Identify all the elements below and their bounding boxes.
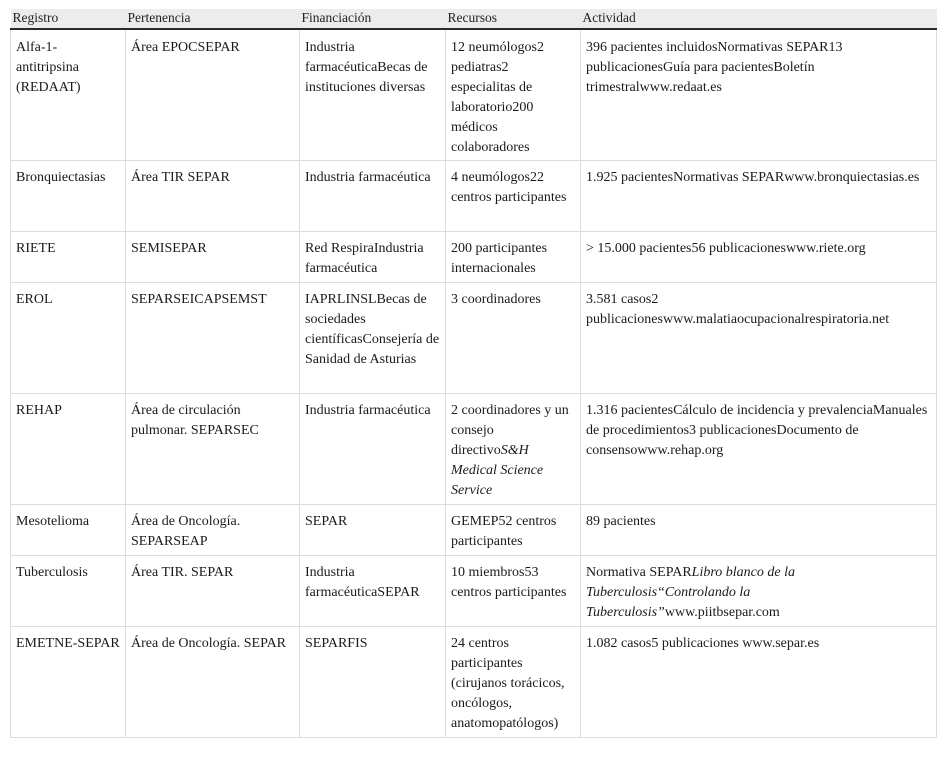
cell-pertenencia: Área EPOCSEPAR <box>126 29 300 161</box>
header-row <box>11 9 937 29</box>
actividad-italic-text: Libro blanco de la Tuberculosis“Controlando la Tuberculosis” <box>586 565 795 620</box>
table-row <box>11 394 937 505</box>
table-row <box>11 161 937 232</box>
cell-recursos: 10 miembros53 centros participantes <box>446 556 581 627</box>
cell-pertenencia: Área TIR. SEPAR <box>126 556 300 627</box>
actividad-text: Normativa SEPAR <box>586 565 692 580</box>
header-registro: Registro <box>11 9 126 29</box>
cell-actividad: 1.316 pacientesCálculo de incidencia y prevalenciaManuales de procedimientos3 publicacionesDocumento de consensowww.rehap.org <box>581 394 937 505</box>
cell-recursos <box>446 394 581 505</box>
cell-pertenencia: SEMISEPAR <box>126 232 300 283</box>
cell-financiacion: Red RespiraIndustria farmacéutica <box>300 232 446 283</box>
header-recursos: Recursos <box>446 9 581 29</box>
cell-registro: Tuberculosis <box>11 556 126 627</box>
table-row <box>11 627 937 738</box>
cell-registro: Mesotelioma <box>11 505 126 556</box>
table-header <box>11 9 937 29</box>
header-financiacion: Financiación <box>300 9 446 29</box>
cell-recursos: 12 neumólogos2 pediatras2 especialitas de laboratorio200 médicos colaboradores <box>446 29 581 161</box>
table-body <box>11 29 937 738</box>
cell-pertenencia: SEPARSEICAPSEMST <box>126 283 300 394</box>
cell-actividad: 396 pacientes incluidosNormativas SEPAR13 publicacionesGuía para pacientesBoletín trimestralwww.redaat.es <box>581 29 937 161</box>
cell-actividad <box>581 556 937 627</box>
cell-actividad: > 15.000 pacientes56 publicacioneswww.riete.org <box>581 232 937 283</box>
table-row <box>11 29 937 161</box>
table-row <box>11 283 937 394</box>
cell-pertenencia: Área de Oncología. SEPAR <box>126 627 300 738</box>
recursos-text: 2 coordinadores y un consejo directivo <box>451 403 569 458</box>
cell-registro: Alfa-1-antitripsina (REDAAT) <box>11 29 126 161</box>
cell-recursos: 200 participantes internacionales <box>446 232 581 283</box>
cell-recursos: 24 centros participantes (cirujanos torácicos, oncólogos, anatomopatólogos) <box>446 627 581 738</box>
cell-pertenencia: Área TIR SEPAR <box>126 161 300 232</box>
cell-recursos: GEMEP52 centros participantes <box>446 505 581 556</box>
cell-financiacion: Industria farmacéutica <box>300 394 446 505</box>
header-actividad: Actividad <box>581 9 937 29</box>
cell-actividad: 3.581 casos2 publicacioneswww.malatiaocupacionalrespiratoria.net <box>581 283 937 394</box>
cell-actividad: 1.082 casos5 publicaciones www.separ.es <box>581 627 937 738</box>
cell-registro: REHAP <box>11 394 126 505</box>
cell-financiacion: IAPRLINSLBecas de sociedades científicasConsejería de Sanidad de Asturias <box>300 283 446 394</box>
cell-financiacion: Industria farmacéuticaBecas de instituciones diversas <box>300 29 446 161</box>
cell-financiacion: Industria farmacéuticaSEPAR <box>300 556 446 627</box>
recursos-italic-text: S&H Medical Science Service <box>451 443 544 498</box>
cell-registro: EROL <box>11 283 126 394</box>
cell-registro: Bronquiectasias <box>11 161 126 232</box>
cell-recursos: 4 neumólogos22 centros participantes <box>446 161 581 232</box>
cell-actividad: 1.925 pacientesNormativas SEPARwww.bronquiectasias.es <box>581 161 937 232</box>
table-row <box>11 232 937 283</box>
cell-financiacion: SEPARFIS <box>300 627 446 738</box>
registries-table <box>10 9 937 738</box>
cell-registro: EMETNE-SEPAR <box>11 627 126 738</box>
cell-financiacion: Industria farmacéutica <box>300 161 446 232</box>
actividad-url-text: www.piitbsepar.com <box>664 605 780 620</box>
table-row <box>11 556 937 627</box>
header-pertenencia: Pertenencia <box>126 9 300 29</box>
cell-pertenencia: Área de circulación pulmonar. SEPARSEC <box>126 394 300 505</box>
cell-recursos: 3 coordinadores <box>446 283 581 394</box>
cell-actividad: 89 pacientes <box>581 505 937 556</box>
table-row <box>11 505 937 556</box>
cell-registro: RIETE <box>11 232 126 283</box>
registries-table-container <box>10 9 936 738</box>
cell-pertenencia: Área de Oncología. SEPARSEAP <box>126 505 300 556</box>
cell-financiacion: SEPAR <box>300 505 446 556</box>
